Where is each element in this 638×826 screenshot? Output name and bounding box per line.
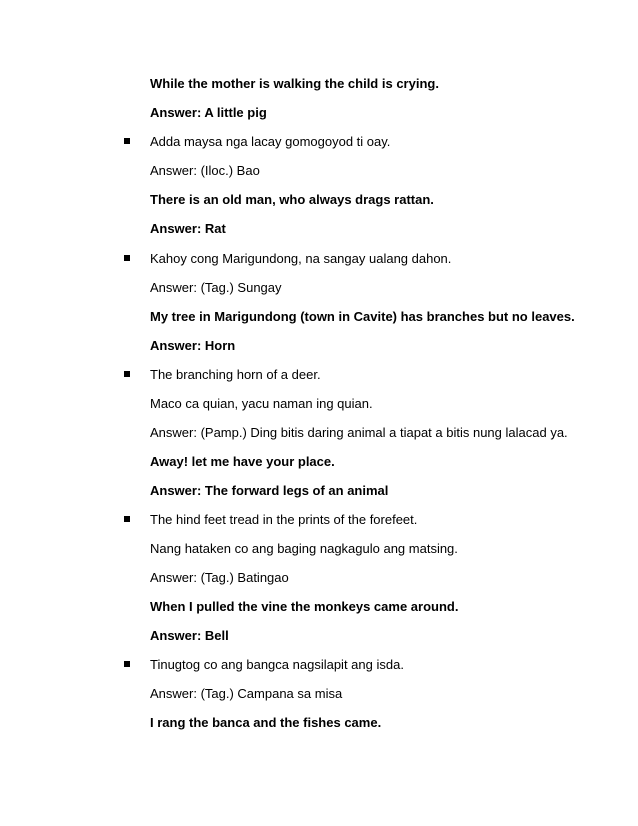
riddle-answer: Answer: Bell [150,628,229,643]
bullet-icon [124,138,130,144]
riddle-original: Nang hataken co ang baging nagkagulo ang matsing. [150,541,458,556]
riddle-answer: Answer: Rat [150,221,226,236]
riddle-original: Maco ca quian, yacu naman ing quian. [150,396,373,411]
bullet-icon [124,255,130,261]
riddle-translation: There is an old man, who always drags rattan. [150,192,434,207]
bullet-icon [124,371,130,377]
riddle-translation: While the mother is walking the child is crying. [150,76,439,91]
riddle-translation: Away! let me have your place. [150,454,335,469]
riddle-original: Adda maysa nga lacay gomogoyod ti oay. [150,134,391,149]
riddle-translation: When I pulled the vine the monkeys came around. [150,599,459,614]
riddle-original: The hind feet tread in the prints of the forefeet. [150,512,418,527]
riddle-answer: Answer: A little pig [150,105,267,120]
riddle-translation: I rang the banca and the fishes came. [150,715,382,730]
riddle-native-answer: Answer: (Pamp.) Ding bitis daring animal a tiapat a bitis nung lalacad ya. [150,425,568,440]
bullet-icon [124,516,130,522]
riddle-original: The branching horn of a deer. [150,367,321,382]
riddle-answer: Answer: Horn [150,338,236,353]
riddle-original: Tinugtog co ang bangca nagsilapit ang isda. [150,657,404,672]
riddle-native-answer: Answer: (Iloc.) Bao [150,163,260,178]
riddle-translation: My tree in Marigundong (town in Cavite) has branches but no leaves. [150,309,575,324]
riddle-native-answer: Answer: (Tag.) Campana sa misa [150,686,343,701]
bullet-icon [124,661,130,667]
riddle-answer: Answer: The forward legs of an animal [150,483,389,498]
riddle-native-answer: Answer: (Tag.) Batingao [150,570,289,585]
riddle-original: Kahoy cong Marigundong, na sangay ualang dahon. [150,251,452,266]
riddle-native-answer: Answer: (Tag.) Sungay [150,280,282,295]
